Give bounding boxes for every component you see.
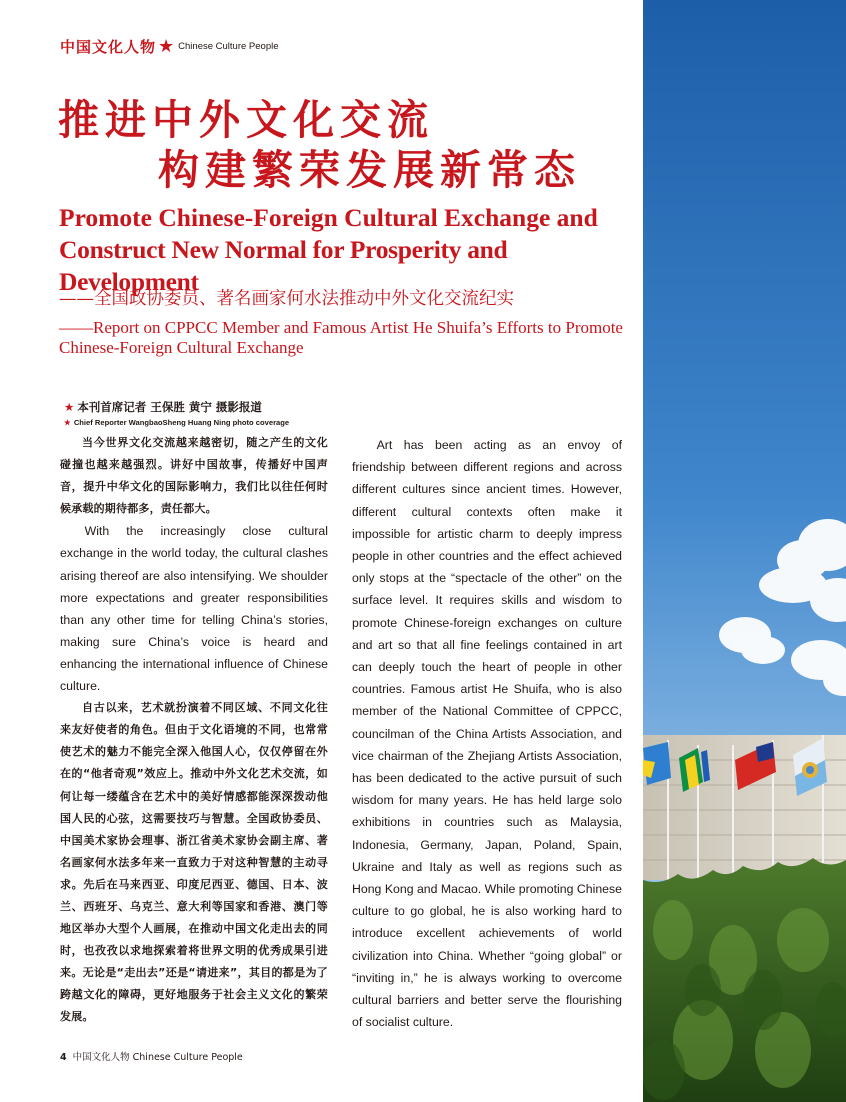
title-en: [59, 202, 634, 298]
star-icon: ★: [64, 418, 71, 427]
byline-en-row: [64, 418, 289, 427]
page-number: 4: [60, 1052, 67, 1063]
star-icon: ★: [64, 400, 75, 414]
paragraph-en: Art has been acting as an envoy of friendship between different regions and across different cultures since ancient times. However, different cultural contexts often make it impossible for artistic charm to deeply impress people in other countries and the effect achieved only stops at the “spectacle of the other” on the surface level. It requires skills and wisdom to promote Chinese-foreign exchanges on culture and art so that all fine feelings contained in art can deeply touch the heart of people in other countries. Famous artist He Shuifa, who is also member of the National Committee of CPPCC, councilman of the China Artists Association, and vice chairman of the Zhejiang Artists Association, has been dedicated to the active pursuit of such wisdom for many years. He has held large solo exhibitions in countries such as Malaysia, Indonesia, Germany, Japan, Poland, Spain, Ukraine and Italy as well as regions such as Hong Kong and Macao. While promoting Chinese culture to go global, he is also working hard to introduce excellent achievements of world civilization into China. Whether “going global” or “inviting in,” he is always working to overcome cultural barriers and better serve the flourishing of socialist culture.: [352, 438, 623, 1030]
magazine-name-en: Chinese Culture People: [178, 41, 279, 52]
subtitle-cn: ——全国政协委员、著名画家何水法推动中外文化交流纪实: [59, 289, 514, 309]
right-column: [352, 434, 622, 1033]
star-icon: ★: [158, 35, 175, 57]
title-cn-line1: 推进中外文化交流: [58, 96, 434, 144]
title-en-line1: Promote Chinese-Foreign Cultural Exchange and: [59, 203, 598, 232]
footer-text: 中国文化人物 Chinese Culture People: [72, 1052, 243, 1063]
byline-en: Chief Reporter WangbaoSheng Huang Ning photo coverage: [73, 418, 290, 427]
paragraph-cn: 自古以来，艺术就扮演着不同区域、不同文化往来友好使者的角色。但由于文化语境的不同，也常常使艺术的魅力不能完全深入他国人心，仅仅停留在外在的“他者奇观”效应上。推动中外文化艺术交流，如何让每一缕蕴含在艺术中的美好情感都能深深拨动他国人民的心弦，这需要技巧与智慧。全国政协委员、中国美术家协会理事、浙江省美术家协会副主席、著名画家何水法多年来一直致力于对这种智慧的主动寻求。先后在马来西亚、印度尼西亚、德国、日本、波兰、西班牙、乌克兰、意大利等国家和香港、澳门等地区举办大型个人画展，在推动中国文化走出去的同时，也孜孜以求地探索着将世界文明的优秀成果引进来。无论是“走出去”还是“请进来”，其目的都是为了跨越文化的障碍，更好地服务于社会主义文化的繁荣发展。: [60, 701, 328, 1024]
photo-illustration: [643, 0, 846, 1102]
left-column: [60, 432, 328, 1029]
paragraph-en: With the increasingly close cultural exchange in the world today, the cultural clashes arising thereof are also intensifying. We shoulder more expectations and greater responsibilities than any other time for telling China’s stories, making sure China’s voice is heard and enhancing the international influence of Chinese culture.: [60, 524, 328, 694]
magazine-header: [60, 36, 279, 57]
byline: [64, 399, 289, 427]
title-en-line2: Construct New Normal for Prosperity and Development: [59, 235, 508, 296]
title-cn-line2: 构建繁荣发展新常态: [158, 146, 581, 194]
subtitle-en: ——Report on CPPCC Member and Famous Artist He Shuifa’s Efforts to Promote Chinese-Foreign Cultural Exchange: [59, 318, 623, 357]
page-footer: [60, 1049, 243, 1063]
paragraph-cn: 当今世界文化交流越来越密切，随之产生的文化碰撞也越来越强烈。讲好中国故事，传播好中国声音，提升中华文化的国际影响力，我们比以往任何时候承载的期待都多，责任都大。: [60, 436, 328, 516]
magazine-name-cn: 中国文化人物: [60, 38, 157, 56]
byline-cn-row: [64, 399, 289, 415]
flags-photo: [643, 0, 846, 1102]
byline-cn: 本刊首席记者 王保胜 黄宁 摄影报道: [77, 400, 262, 414]
